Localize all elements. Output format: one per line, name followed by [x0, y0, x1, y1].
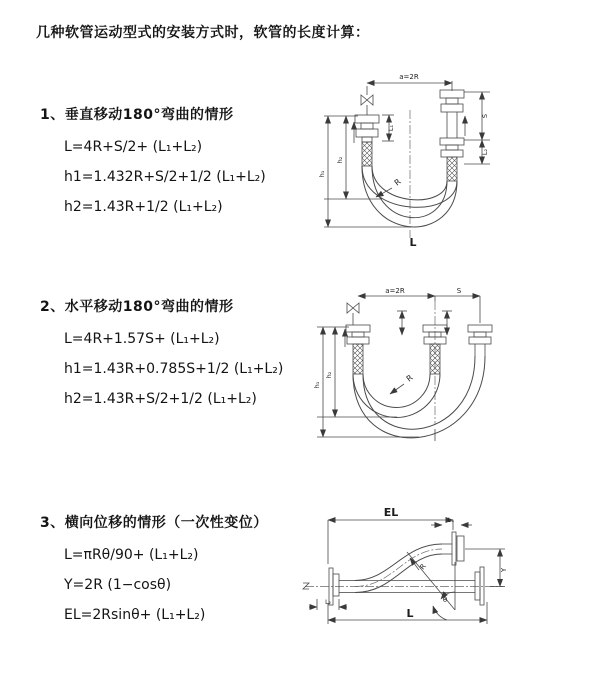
dim-a2r — [367, 73, 452, 91]
dim-l1 — [382, 115, 395, 141]
section-1 — [40, 104, 266, 222]
upper-right-flange — [442, 532, 464, 565]
label-theta: θ — [442, 596, 448, 604]
dim-movement — [397, 311, 452, 335]
label-el: EL — [383, 506, 399, 519]
angle-theta — [407, 552, 455, 620]
dim-h1-h2 — [313, 327, 419, 437]
section-3-formulas — [64, 540, 268, 630]
dim-a2r-s — [358, 287, 480, 323]
label-l: L — [409, 236, 417, 249]
braided-hose-section — [447, 157, 457, 181]
formula-line: L=πRθ/90+ (L₁+L₂) — [64, 547, 199, 563]
label-y: Y — [500, 567, 508, 573]
dim-s — [464, 92, 490, 164]
label-h1: h₁ — [318, 170, 326, 178]
braided-hose-section — [362, 142, 372, 166]
dim-l1 — [431, 516, 472, 525]
section-2-formulas — [64, 324, 283, 414]
dim-el — [328, 506, 453, 564]
label-s: S — [481, 113, 489, 119]
right-flange-assembly — [440, 90, 465, 181]
left-flange-assembly — [345, 325, 370, 374]
formula-line: h1=1.43R+0.785S+1/2 (L₁+L₂) — [64, 361, 284, 377]
dim-l — [328, 602, 487, 624]
diagram-vertical-180 — [312, 68, 592, 258]
diagram-horizontal-180 — [305, 283, 595, 453]
radius-callout — [390, 373, 415, 394]
label-a2r: a=2R — [385, 287, 405, 295]
dim-h1-h2 — [318, 116, 409, 227]
formula-line: EL=2Rsinθ+ (L₁+L₂) — [64, 607, 206, 623]
section-1-heading: 1、垂直移动180°弯曲的情形 — [40, 107, 234, 123]
valve-icon — [361, 86, 373, 115]
section-2 — [40, 296, 283, 414]
page-title: 几种软管运动型式的安装方式时，软管的长度计算： — [36, 25, 370, 41]
label-r: R — [392, 177, 403, 188]
lower-right-flange — [355, 567, 484, 605]
label-r: R — [404, 373, 415, 384]
braided-hose-section — [430, 344, 440, 374]
label-l2: L₂ — [481, 148, 489, 156]
section-2-heading: 2、水平移动180°弯曲的情形 — [40, 299, 234, 315]
label-s: S — [456, 287, 462, 295]
label-l2: L₂ — [325, 599, 331, 606]
braided-hose-section — [353, 344, 363, 374]
right-flange-assembly — [468, 325, 492, 356]
section-3-heading: 3、横向位移的情形（一次性变位） — [40, 515, 268, 531]
formula-line: L=4R+1.57S+ (L₁+L₂) — [64, 331, 220, 347]
left-flange-assembly — [354, 115, 379, 166]
label-h2: h₂ — [325, 371, 333, 379]
valve-icon — [347, 303, 359, 325]
section-1-formulas — [64, 132, 266, 222]
label-l1: L₁ — [447, 516, 455, 524]
formula-line: h2=1.43R+S/2+1/2 (L₁+L₂) — [64, 391, 257, 407]
formula-line: h1=1.432R+S/2+1/2 (L₁+L₂) — [64, 169, 266, 185]
label-h2: h₂ — [336, 156, 344, 164]
formula-line: Y=2R (1−cosθ) — [64, 577, 172, 593]
label-h1: h₁ — [313, 381, 321, 389]
break-mark — [303, 583, 309, 589]
label-l1: L₁ — [387, 124, 395, 132]
hose-curves — [353, 356, 485, 438]
hose-curves — [355, 544, 442, 593]
middle-flange-assembly — [423, 325, 447, 374]
label-a2r: a=2R — [399, 73, 419, 81]
diagram-lateral-displacement — [295, 500, 595, 655]
formula-line: L=4R+S/2+ (L₁+L₂) — [64, 139, 203, 155]
section-3 — [40, 512, 268, 630]
formula-line: h2=1.43R+1/2 (L₁+L₂) — [64, 199, 223, 215]
label-r: R — [418, 562, 428, 572]
radius-callout — [376, 177, 403, 197]
label-l: L — [406, 607, 414, 620]
